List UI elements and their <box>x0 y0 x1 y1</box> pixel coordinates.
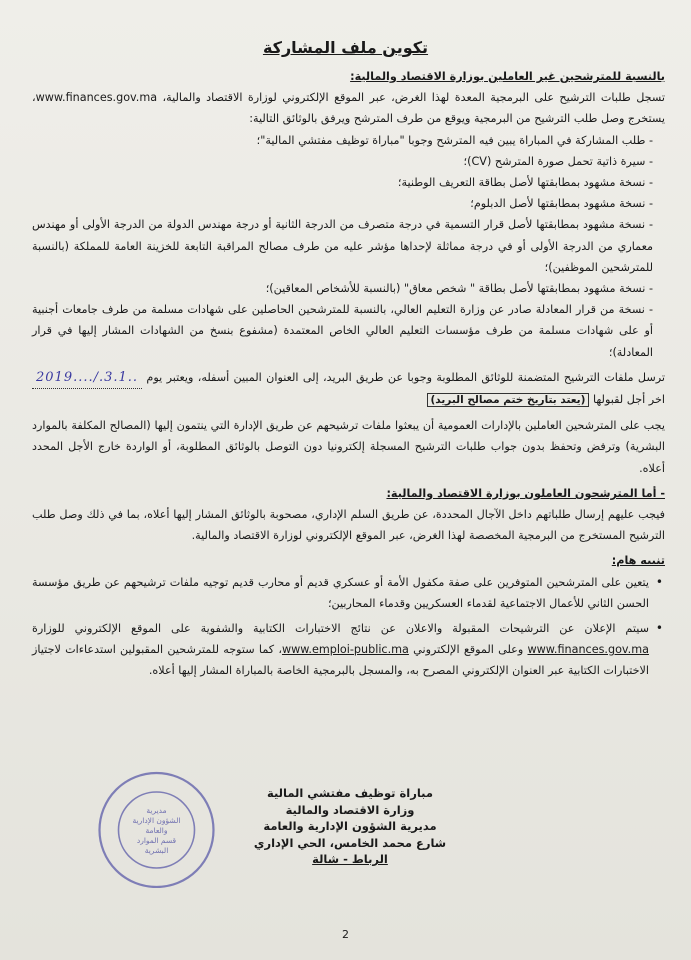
address-line-4: شارع محمد الخامس، الحي الإداري <box>253 835 447 850</box>
send-text-a: ترسل ملفات الترشيح المتضمنة للوثائق المطلوبة وجوبا عن طريق البريد، إلى العنوان المبين أسفله، ويعتبر يوم <box>146 370 665 384</box>
document-body <box>32 66 665 682</box>
bullet-icon: • <box>655 574 663 589</box>
stamp-icon <box>94 768 219 888</box>
employees-note: يجب على المترشحين العاملين بالإدارات العمومية أن يبعثوا ملفات ترشيحهم عن طريق الإدارة التي ينتمون إليها (المصالح المكلفة بالموارد البشرية) وترفض وتحفظ بدون جواب طلبات الترشيح المسجلة إلكترونيا دون التوصل بالوثائق المطلوبة، أو الواردة خارج الأجل المحدد أعلاه. <box>32 419 665 475</box>
list-item: - سيرة ذاتية تحمل صورة المترشح (CV)؛ <box>463 154 653 168</box>
page-title: تكوين ملف المشاركة <box>262 38 429 57</box>
address-line-3: مديرية الشؤون الإدارية والعامة <box>263 819 437 833</box>
list-item: - نسخة مشهود بمطابقتها لأصل بطاقة " شخص معاق" (بالنسبة للأشخاص المعاقين)؛ <box>265 282 653 296</box>
finances-url-link[interactable]: www.finances.gov.ma <box>527 643 649 657</box>
address-line-2: وزارة الاقتصاد والمالية <box>285 802 415 817</box>
bullet-icon: • <box>655 621 663 636</box>
section1-intro-text-b: ، يستخرج وصل طلب الترشيح من البرمجية ويوقع من طرف المترشح ويرفق بالوثائق التالية: <box>32 91 665 126</box>
stamp-outer-text <box>94 768 99 771</box>
stamp-inner-line5: البشرية <box>144 846 169 855</box>
notice-heading: تنبيه هام: <box>611 554 665 568</box>
page-number: 2 <box>342 928 349 941</box>
send-text-b: اخر أجل لقبولها <box>592 393 665 407</box>
list-item: - نسخة مشهود بمطابقتها لأصل قرار التسمية في درجة متصرف من الدرجة الثانية أو درجة مهندس الدولة من الدرجة الأولى أو مهندس معماري من الدرجة الأولى أو في درجة مماثلة لإحداها مؤشر عليه من طرف مصالح المراقبة التابعة للخزينة العامة للمملكة (بالنسبة للمترشحين الموظفين)؛ <box>32 218 653 274</box>
section2-heading: - أما المترشحون العاملون بوزارة الاقتصاد والمالية: <box>386 486 665 500</box>
official-stamp <box>94 768 219 888</box>
notice-bullet-2-text-a: سيتم الإعلان عن الترشيحات المقبولة والاعلان عن نتائج الاختبارات الكتابية والشفوية على الموقع الإلكتروني للوزارة <box>32 622 649 636</box>
list-item: - نسخة مشهود بمطابقتها لأصل بطاقة التعريف الوطنية؛ <box>397 176 653 190</box>
stamp-inner-line4: قسم الموارد <box>136 836 177 845</box>
stamp-inner-line2: الشؤون الإدارية <box>132 816 181 825</box>
section1-intro-text-a: تسجل طلبات الترشيح على البرمجية المعدة لهذا الغرض، عبر الموقع الإلكتروني لوزارة الاقتصاد والمالية، <box>162 91 665 105</box>
list-item: - نسخة مشهود بمطابقتها لأصل الدبلوم؛ <box>470 197 653 211</box>
stamp-inner-line1: مديرية <box>146 806 167 815</box>
section1-intro <box>32 87 665 129</box>
list-item: - نسخة من قرار المعادلة صادر عن وزارة التعليم العالي، بالنسبة للمترشحين الحاصلين على شهادات مسلمة من طرف جامعات أجنبية أو على شهادات مسلمة من طرف مؤسسات التعليم العالي الخاص المعتمدة (مشفوع بنسخ من الشهادات المشار إليها في قرار المعادلة)؛ <box>32 303 653 359</box>
address-block <box>230 785 470 868</box>
section2-body: فيجب عليهم إرسال طلباتهم داخل الآجال المحددة، عن طريق السلم الإداري، مصحوبة بالوثائق المشار إليها أعلاه، بما في ذلك وصل طلب الترشيح المستخرج من البرمجية المخصصة لهذا الغرض، عبر الموقع الإلكتروني لوزارة الاقتصاد والمالية. <box>32 508 665 543</box>
deadline-date: 2019..../.3.1.. <box>32 367 142 389</box>
notice-bullet-2-text-b: وعلى الموقع الإلكتروني <box>413 643 524 657</box>
notice-bullet-1 <box>32 572 665 614</box>
section1-heading: بالنسبة للمترشحين غير العاملين بوزارة الاقتصاد والمالية: <box>350 70 665 83</box>
notice-bullet-2-text-c: ، كما ستوجه للمترشحين المقبولين استدعاءات لاجتياز الاختبارات الكتابية عبر العنوان الإلكتروني المصرح به، والمسجل بالبرمجية الخاصة بالمباراة المشار إليها أعلاه. <box>32 643 649 678</box>
postmark-note: (يعتد بتاريخ ختم مصالح البريد) <box>427 393 590 407</box>
send-instructions <box>32 367 665 411</box>
address-line-5: الرباط - شالة <box>312 852 388 866</box>
stamp-inner-line3: والعامة <box>145 826 168 835</box>
notice-bullet-2 <box>32 618 665 682</box>
svg-text:المملكة المغربية وزارة الاقتصا <box>94 768 99 771</box>
finances-url[interactable]: www.finances.gov.ma <box>35 91 158 105</box>
address-line-1: مباراة توظيف مفتشي المالية <box>267 786 433 800</box>
notice-bullet-1-text: يتعين على المترشحين المتوفرين على صفة مكفول الأمة أو عسكري قديم أو محارب قديم توجيه ملفات ترشيحهم عن طريق مؤسسة الحسن الثاني للأعمال الاجتماعية لقدماء العسكريين وقدماء المحاربين؛ <box>32 575 649 610</box>
list-item: - طلب المشاركة في المباراة يبين فيه المترشح وجوبا "مباراة توظيف مفتشي المالية"؛ <box>256 133 653 147</box>
emploi-public-url-link[interactable]: www.emploi-public.ma <box>281 643 409 657</box>
